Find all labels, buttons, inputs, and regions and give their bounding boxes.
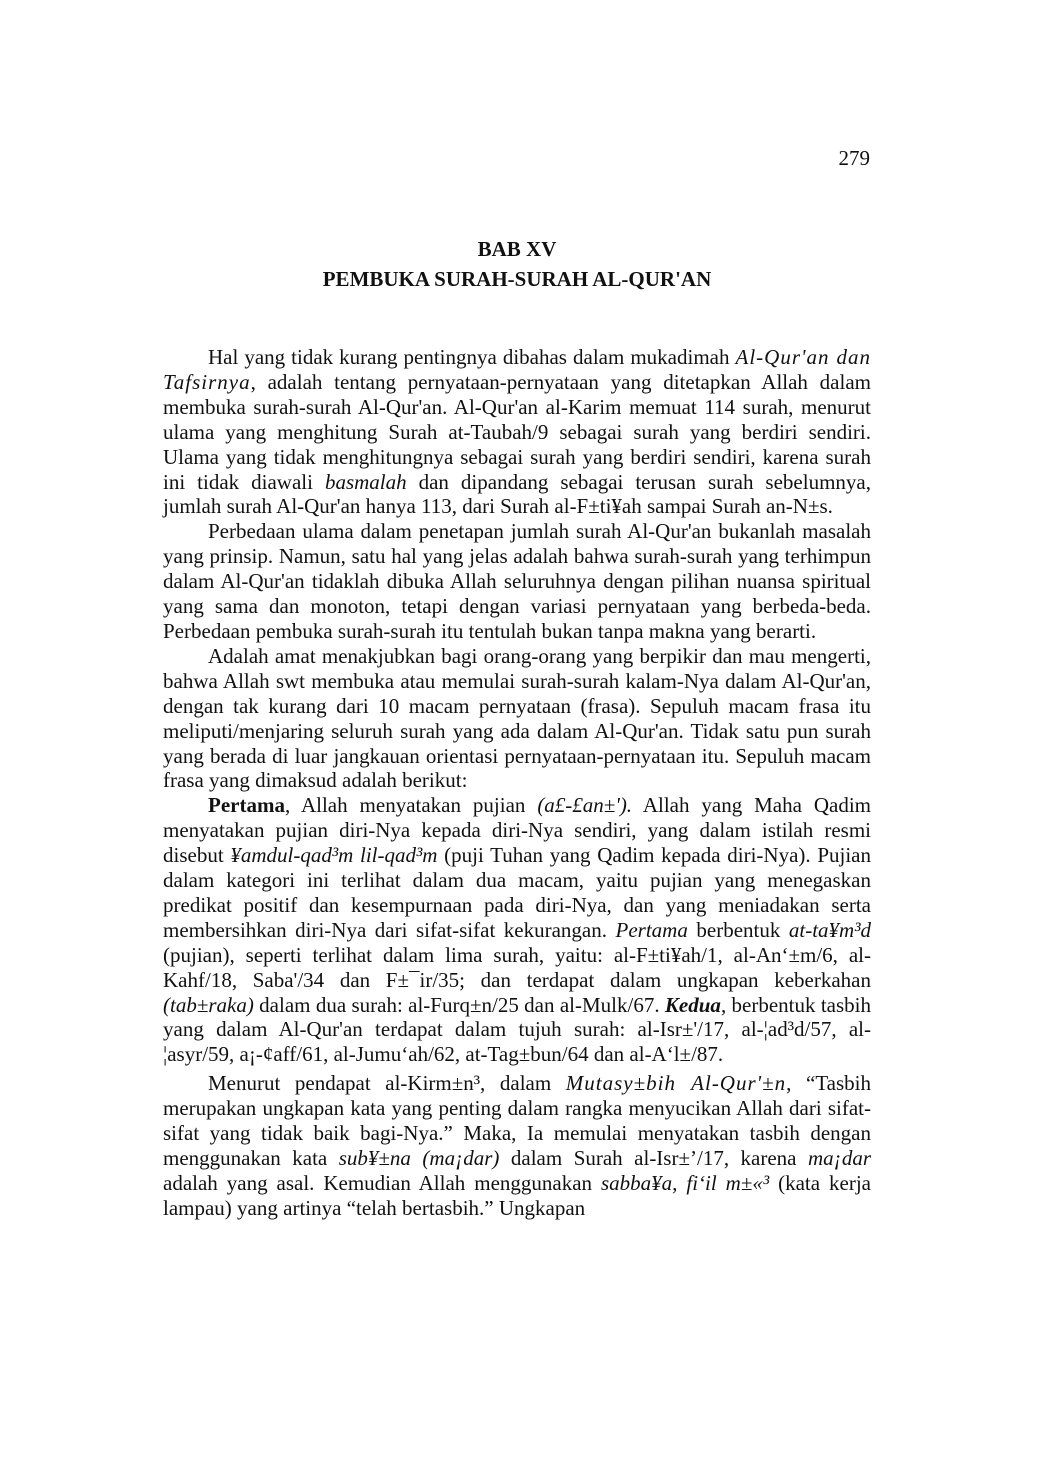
page-number: 279	[838, 146, 870, 170]
body-text	[163, 345, 871, 1221]
paragraph-2: Perbedaan ulama dalam penetapan jumlah surah Al-Qur'an bukanlah masalah yang prinsip. Namun, satu hal yang jelas adalah bahwa surah-surah yang terhimpun dalam Al-Qur'an tidaklah dibuka Allah seluruhnya dengan pilihan nuansa spiritual yang sama dan monoton, tetapi dengan variasi pernyataan yang berbeda-beda. Perbedaan pembuka surah-surah itu tentulah bukan tanpa makna yang berarti.	[163, 519, 871, 643]
chapter-title: PEMBUKA SURAH-SURAH AL-QUR'AN	[322, 267, 712, 291]
chapter-heading	[163, 234, 871, 294]
term-kedua: Kedua	[664, 992, 721, 1017]
paragraph-3: Adalah amat menakjubkan bagi orang-orang yang berpikir dan mau mengerti, bahwa Allah swt membuka atau memulai surah-surah kalam-Nya dalam Al-Qur'an, dengan tak kurang dari 10 macam pernyataan (frasa). Sepuluh macam frasa itu meliputi/menjaring seluruh surah yang ada dalam Al-Qur'an. Tidak satu pun surah yang berada di luar jangkauan orientasi pernyataan-pernyataan itu. Sepuluh macam frasa yang dimaksud adalah berikut:	[163, 643, 871, 793]
paragraph-4: Pertama, Allah menyatakan pujian (a£-£an±'). Allah yang Maha Qadim menyatakan pujian diri-Nya kepada diri-Nya sendiri, yang dalam istilah resmi disebut ¥amdul-qad³m lil-qad³m (puji Tuhan yang Qadim kepada diri-Nya). Pujian dalam kategori ini terlihat dalam dua macam, yaitu pujian yang menegaskan predikat positif dan kesempurnaan pada diri-Nya, dan yang meniadakan serta membersihkan diri-Nya dari sifat-sifat kekurangan. Pertama berbentuk at-ta¥m³d (pujian), seperti terlihat dalam lima surah, yaitu: al-F±ti¥ah/1, al-An‘±m/6, al-Kahf/18, Saba'/34 dan F±¯ir/35; dan terdapat dalam ungkapan keberkahan (tab±raka) dalam dua surah: al-Furq±n/25 dan al-Mulk/67. Kedua, berbentuk tasbih yang dalam Al-Qur'an terdapat dalam tujuh surah: al-Isr±'/17, al-¦ad³d/57, al-¦asyr/59, a¡-¢aff/61, al-Jumu‘ah/62, at-Tag±bun/64 dan al-A‘l±/87.	[163, 793, 871, 1067]
paragraph-1: Hal yang tidak kurang pentingnya dibahas dalam mukadimah Al-Qur'an dan Tafsirnya, adalah tentang pernyataan-pernyataan yang ditetapkan Allah dalam membuka surah-surah Al-Qur'an. Al-Qur'an al-Karim memuat 114 surah, menurut ulama yang menghitung Surah at-Taubah/9 sebagai surah yang berdiri sendiri. Ulama yang tidak menghitungnya sebagai surah yang berdiri sendiri, karena surah ini tidak diawali basmalah dan dipandang sebagai terusan surah sebelumnya, jumlah surah Al-Qur'an hanya 113, dari Surah al-F±ti¥ah sampai Surah an-N±s.	[163, 345, 871, 519]
term-basmalah: basmalah	[324, 469, 407, 494]
paragraph-5: Menurut pendapat al-Kirm±n³, dalam Mutasy±bih Al-Qur'±n, “Tasbih merupakan ungkapan kata yang penting dalam rangka menyucikan Allah dari sifat-sifat yang tidak baik bagi-Nya.” Maka, Ia memulai menyatakan tasbih dengan menggunakan kata sub¥±na (ma¡dar) dalam Surah al-Isr±’/17, karena ma¡dar adalah yang asal. Kemudian Allah menggunakan sabba¥a, fi‘il m±«³ (kata kerja lampau) yang artinya “telah bertasbih.” Ungkapan	[163, 1071, 872, 1220]
chapter-number: BAB XV	[477, 237, 557, 261]
book-title: Al-Qur'an dan Tafsirnya	[163, 345, 871, 394]
term-pertama: Pertama	[208, 793, 285, 818]
